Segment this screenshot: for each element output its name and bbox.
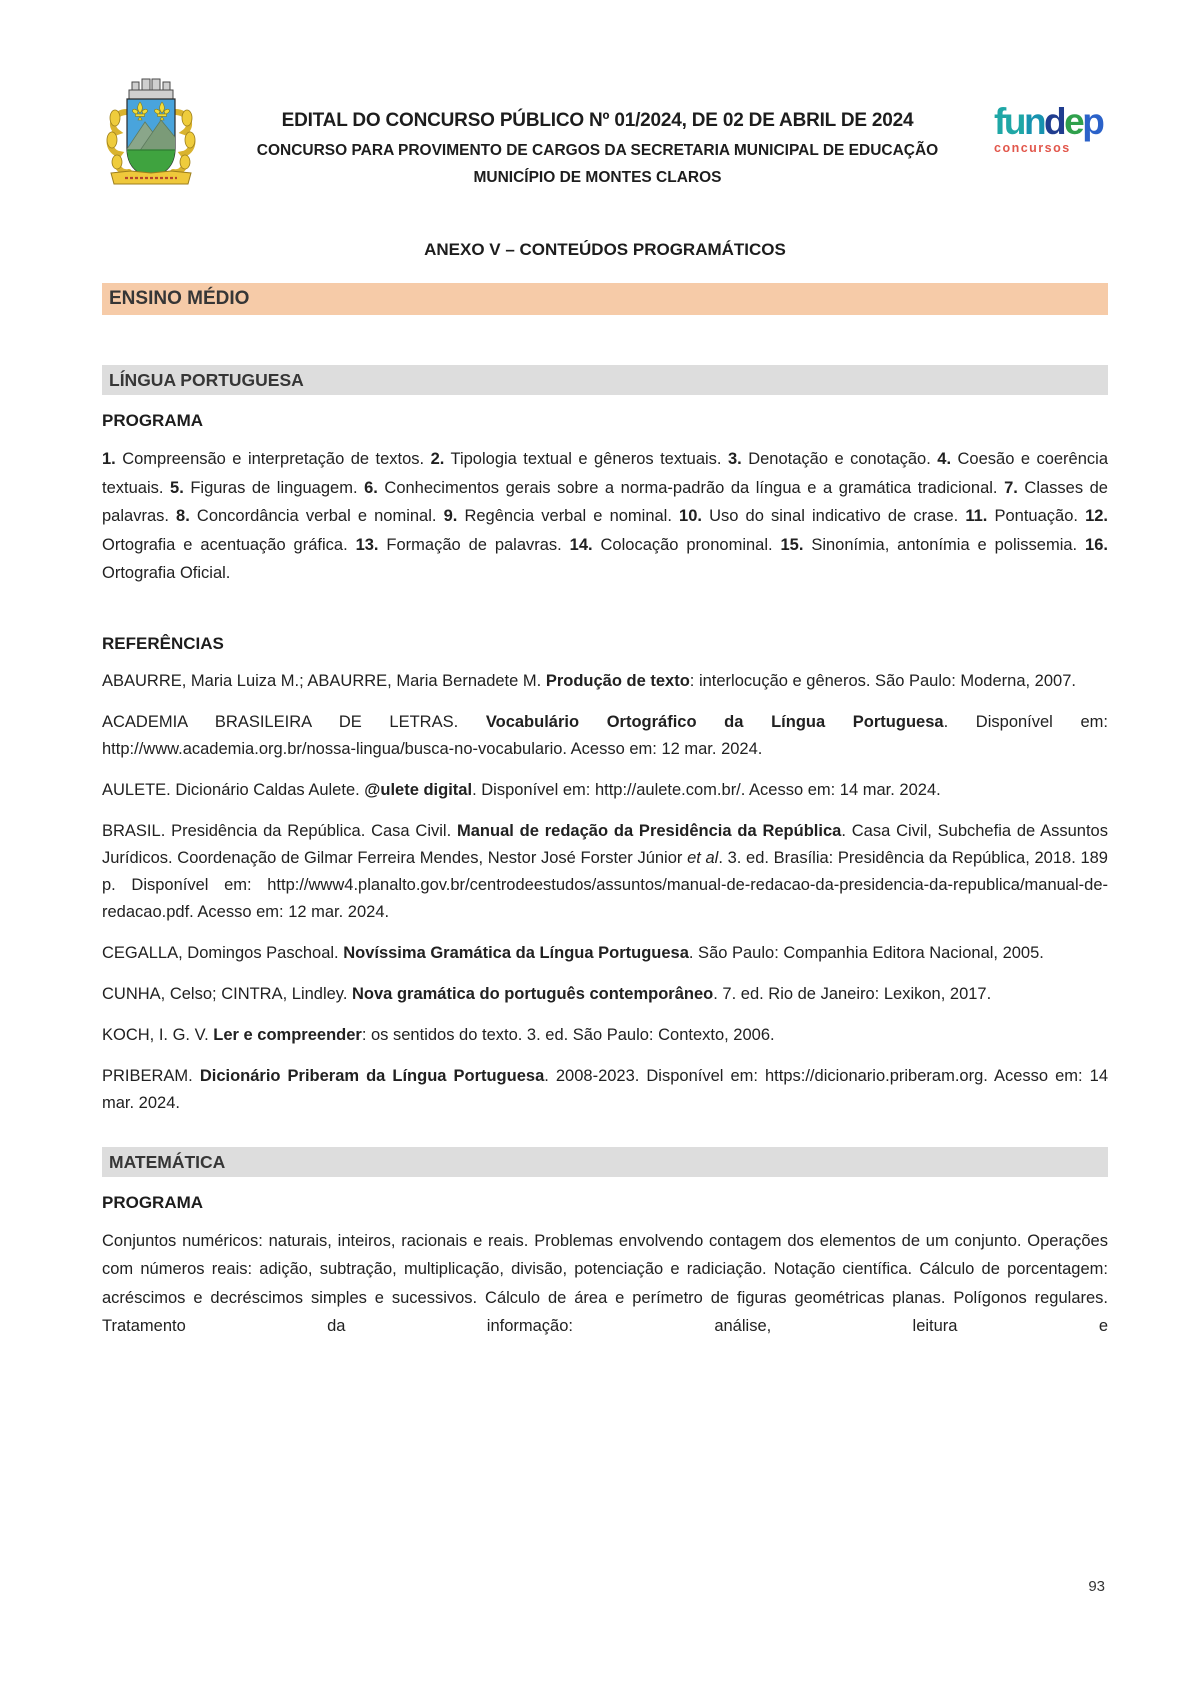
logo-letter: p bbox=[1082, 101, 1103, 142]
programa-heading: PROGRAMA bbox=[102, 411, 204, 430]
edital-subtitle: CONCURSO PARA PROVIMENTO DE CARGOS DA SECRETARIA MUNICIPAL DE EDUCAÇÃO bbox=[256, 142, 939, 159]
municipality-name: MUNICÍPIO DE MONTES CLAROS bbox=[473, 169, 722, 186]
header-titles bbox=[201, 78, 994, 187]
logo-letter: f bbox=[994, 101, 1004, 142]
annex-title: ANEXO V – CONTEÚDOS PROGRAMÁTICOS bbox=[424, 240, 786, 259]
reference-entry: CUNHA, Celso; CINTRA, Lindley. Nova gramática do português contemporâneo. 7. ed. Rio de Janeiro: Lexikon, 2017. bbox=[102, 984, 992, 1003]
level-banner-ensino-medio: ENSINO MÉDIO bbox=[102, 283, 1108, 315]
page-number: 93 bbox=[1088, 1578, 1105, 1595]
logo-letter: d bbox=[1044, 101, 1065, 142]
section-title-lingua-portuguesa: LÍNGUA PORTUGUESA bbox=[102, 365, 1108, 395]
logo-letter: u bbox=[1003, 101, 1024, 142]
document-header bbox=[105, 78, 1112, 190]
reference-entry: CEGALLA, Domingos Paschoal. Novíssima Gramática da Língua Portuguesa. São Paulo: Companhia Editora Nacional, 2005. bbox=[102, 943, 1044, 962]
montes-claros-crest-icon bbox=[105, 78, 197, 185]
section-lingua-portuguesa bbox=[102, 365, 1108, 1117]
section-matematica bbox=[102, 1147, 1108, 1341]
section-title-matematica: MATEMÁTICA bbox=[102, 1147, 1108, 1177]
reference-entry: AULETE. Dicionário Caldas Aulete. @ulete digital. Disponível em: http://aulete.com.br/. Acesso em: 14 mar. 2024. bbox=[102, 780, 941, 799]
fundep-logo bbox=[994, 78, 1112, 155]
programa-paragraph: 1. Compreensão e interpretação de textos. 2. Tipologia textual e gêneros textuais. 3. Denotação e conotação. 4. Coesão e coerência textuais. 5. Figuras de linguagem. 6. Conhecimentos gerais sobre a norma-padrão da língua e a gramática tradicional. 7. Classes de palavras. 8. Concordância verbal e nominal. 9. Regência verbal e nominal. 10. Uso do sinal indicativo de crase. 11. Pontuação. 12. Ortografia e acentuação gráfica. 13. Formação de palavras. 14. Colocação pronominal. 15. Sinonímia, antonímia e polissemia. 16. Ortografia Oficial. bbox=[102, 450, 1109, 582]
logo-letter: e bbox=[1064, 101, 1083, 142]
document-content bbox=[102, 230, 1108, 1341]
reference-entry: ACADEMIA BRASILEIRA DE LETRAS. Vocabulário Ortográfico da Língua Portuguesa. Disponível em: http://www.academia.org.br/nossa-lingua/busca-no-vocabulario. Acesso em: 12 mar. 2024. bbox=[102, 712, 1108, 758]
reference-entry: ABAURRE, Maria Luiza M.; ABAURRE, Maria Bernadete M. Produção de texto: interlocução e gêneros. São Paulo: Moderna, 2007. bbox=[102, 671, 1076, 690]
referencias-heading: REFERÊNCIAS bbox=[102, 633, 224, 653]
reference-entry: KOCH, I. G. V. Ler e compreender: os sentidos do texto. 3. ed. São Paulo: Contexto, 2006. bbox=[102, 1025, 775, 1044]
edital-title: EDITAL DO CONCURSO PÚBLICO Nº 01/2024, DE 02 DE ABRIL DE 2024 bbox=[281, 110, 914, 131]
fundep-wordmark bbox=[994, 101, 1112, 142]
coat-of-arms bbox=[105, 78, 201, 190]
reference-entry: BRASIL. Presidência da República. Casa Civil. Manual de redação da Presidência da República. Casa Civil, Subchefia de Assuntos Jurídicos. Coordenação de Gilmar Ferreira Mendes, Nestor José Forster Júnior et al. 3. ed. Brasília: Presidência da República, 2018. 189 p. Disponível em: http://www4.planalto.gov.br/centrodeestudos/assuntos/manual-de-redacao-da-presidencia-da-republica/manual-de-redacao.pdf. Acesso em: 12 mar. 2024. bbox=[102, 821, 1108, 921]
programa-paragraph: Conjuntos numéricos: naturais, inteiros, racionais e reais. Problemas envolvendo contagem dos elementos de um conjunto. Operações com números reais: adição, subtração, multiplicação, divisão, potenciação e radiciação. Notação científica. Cálculo de porcentagem: acréscimos e decréscimos simples e sucessivos. Cálculo de área e perímetro de figuras geométricas planas. Polígonos regulares. Tratamento da informação: análise, leitura e bbox=[102, 1231, 1108, 1335]
reference-entry: PRIBERAM. Dicionário Priberam da Língua Portuguesa. 2008-2023. Disponível em: https://dicionario.priberam.org. Acesso em: 14 mar. 2024. bbox=[102, 1066, 1108, 1112]
fundep-tagline: concursos bbox=[994, 141, 1071, 155]
programa-heading: PROGRAMA bbox=[102, 1192, 204, 1212]
logo-letter: n bbox=[1023, 101, 1045, 142]
